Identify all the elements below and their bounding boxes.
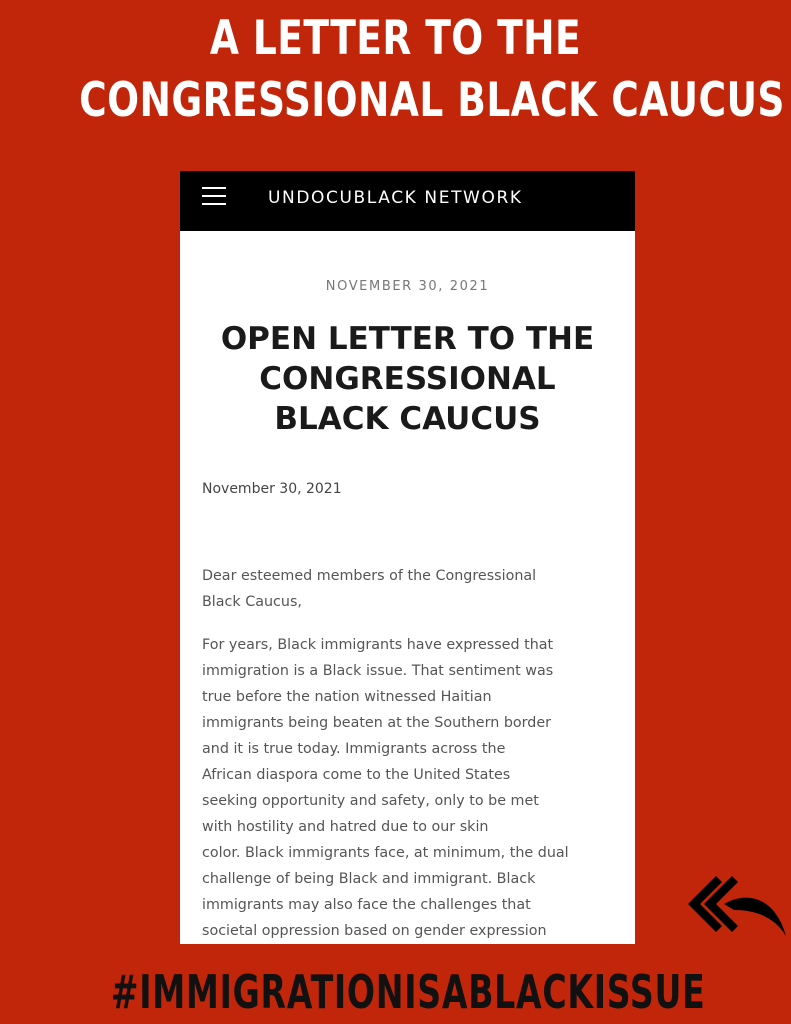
paragraph-line: color. Black immigrants face, at minimum, the dual <box>202 845 569 861</box>
headline-line-2: CONGRESSIONAL BLACK CAUCUS <box>79 73 785 128</box>
headline <box>79 8 785 132</box>
phone-screenshot <box>180 171 635 944</box>
headline-line-1: A LETTER TO THE <box>209 11 582 66</box>
paragraph-line: immigrants may also face the challenges that <box>202 897 531 913</box>
salutation-line: Black Caucus, <box>202 594 302 610</box>
paragraph-line: immigrants being beaten at the Southern border <box>202 715 552 731</box>
body-paragraph <box>202 632 622 944</box>
paragraph-line: African diaspora come to the United States <box>202 767 511 783</box>
post-title-line: BLACK CAUCUS <box>274 401 541 437</box>
paragraph-line: seeking opportunity and safety, only to be met <box>202 793 539 809</box>
site-name[interactable]: UNDOCUBLACK NETWORK <box>268 188 523 208</box>
paragraph-line: For years, Black immigrants have expressed that <box>202 637 554 653</box>
paragraph-line: challenge of being Black and immigrant. Black <box>202 871 536 887</box>
hashtag: #IMMIGRATIONISABLACKISSUE <box>110 965 706 1019</box>
paragraph-line: true before the nation witnessed Haitian <box>202 689 492 705</box>
paragraph-line: and it is true today. Immigrants across the <box>202 741 506 757</box>
body-date: November 30, 2021 <box>202 481 342 497</box>
post-date: NOVEMBER 30, 2021 <box>325 279 490 294</box>
paragraph-line: with hostility and hatred due to our skin <box>202 819 489 835</box>
reply-arrow-icon <box>682 870 790 942</box>
hamburger-menu-icon[interactable] <box>202 187 226 205</box>
paragraph-line: societal oppression based on gender expression <box>202 923 547 939</box>
post-title-line: CONGRESSIONAL <box>259 361 556 397</box>
salutation <box>202 563 622 615</box>
paragraph-line: immigration is a Black issue. That sentiment was <box>202 663 554 679</box>
salutation-line: Dear esteemed members of the Congressional <box>202 568 537 584</box>
post-title-line: OPEN LETTER TO THE <box>220 321 595 357</box>
post-title <box>180 319 635 439</box>
site-header <box>180 171 635 231</box>
